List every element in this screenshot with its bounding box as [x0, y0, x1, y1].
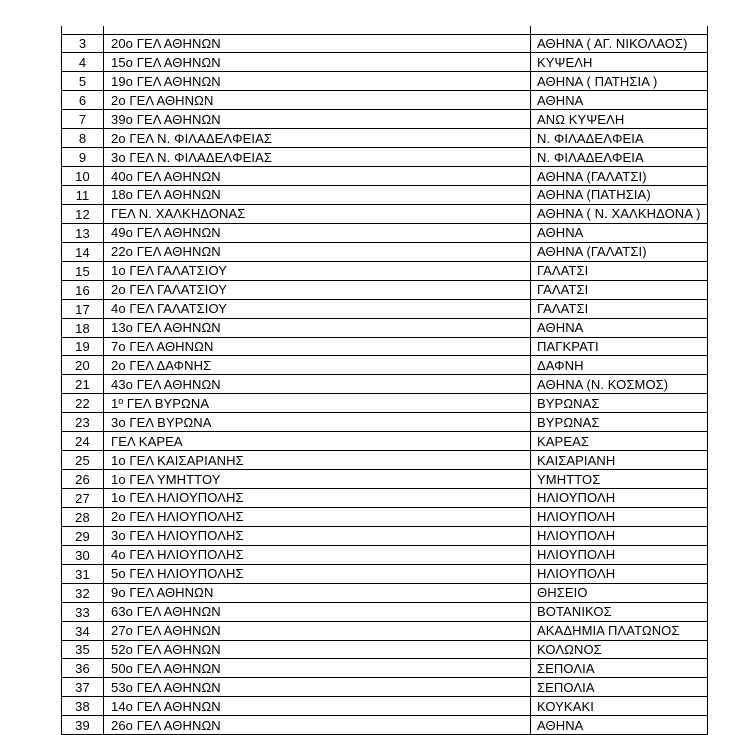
area-cell: ΠΑΓΚΡΑΤΙ — [530, 338, 708, 356]
table-row — [61, 432, 708, 451]
area-cell: Ν. ΦΙΛΑΔΕΛΦΕΙΑ — [530, 148, 708, 166]
school-name-cell: 27ο ΓΕΛ ΑΘΗΝΩΝ — [103, 622, 530, 640]
area-cell: ΑΘΗΝΑ ( ΠΑΤΗΣΙΑ ) — [530, 72, 708, 90]
area-cell: ΑΘΗΝΑ (Ν. ΚΟΣΜΟΣ) — [530, 375, 708, 393]
area-cell: ΚΑΙΣΑΡΙΑΝΗ — [530, 451, 708, 469]
row-number-cell: 31 — [61, 565, 103, 583]
row-number-cell: 11 — [61, 186, 103, 204]
table-row — [61, 622, 708, 641]
school-name-cell: 1ο ΓΕΛ ΚΑΙΣΑΡΙΑΝΗΣ — [103, 451, 530, 469]
table-row — [61, 508, 708, 527]
area-cell: ΗΛΙΟΥΠΟΛΗ — [530, 565, 708, 583]
table-row — [61, 72, 708, 91]
table-row — [61, 53, 708, 72]
area-cell: ΗΛΙΟΥΠΟΛΗ — [530, 508, 708, 526]
table-row — [61, 148, 708, 167]
table-row — [61, 603, 708, 622]
table-row — [61, 546, 708, 565]
school-name-cell: 18ο ΓΕΛ ΑΘΗΝΩΝ — [103, 186, 530, 204]
school-name-cell: 49ο ΓΕΛ ΑΘΗΝΩΝ — [103, 224, 530, 242]
row-number-cell: 22 — [61, 394, 103, 412]
clipped-row-remnant — [61, 26, 708, 35]
area-cell: ΗΛΙΟΥΠΟΛΗ — [530, 527, 708, 545]
area-cell: ΣΕΠΟΛΙΑ — [530, 678, 708, 696]
row-number-cell: 14 — [61, 243, 103, 261]
row-number-cell: 33 — [61, 603, 103, 621]
area-cell: ΑΘΗΝΑ ( ΑΓ. ΝΙΚΟΛΑΟΣ) — [530, 35, 708, 53]
school-name-cell: 3ο ΓΕΛ ΗΛΙΟΥΠΟΛΗΣ — [103, 527, 530, 545]
area-cell: ΚΑΡΕΑΣ — [530, 432, 708, 450]
table-row — [61, 35, 708, 54]
row-number-cell: 34 — [61, 622, 103, 640]
area-cell: ΑΘΗΝΑ — [530, 224, 708, 242]
area-cell: ΑΚΑΔΗΜΙΑ ΠΛΑΤΩΝΟΣ — [530, 622, 708, 640]
area-cell: ΓΑΛΑΤΣΙ — [530, 262, 708, 280]
row-number-cell: 10 — [61, 167, 103, 185]
school-name-cell: 63ο ΓΕΛ ΑΘΗΝΩΝ — [103, 603, 530, 621]
row-number-cell: 19 — [61, 338, 103, 356]
school-name-cell: 39ο ΓΕΛ ΑΘΗΝΩΝ — [103, 110, 530, 128]
row-number-cell: 27 — [61, 489, 103, 507]
area-cell: ΑΘΗΝΑ (ΓΑΛΑΤΣΙ) — [530, 167, 708, 185]
area-cell: ΑΘΗΝΑ — [530, 716, 708, 734]
school-name-cell: 22ο ΓΕΛ ΑΘΗΝΩΝ — [103, 243, 530, 261]
row-number-cell: 36 — [61, 659, 103, 677]
table-row — [61, 697, 708, 716]
row-number-cell: 4 — [61, 53, 103, 71]
row-number-cell: 39 — [61, 716, 103, 734]
row-number-cell: 28 — [61, 508, 103, 526]
row-number-cell: 21 — [61, 375, 103, 393]
area-cell: ΚΥΨΕΛΗ — [530, 53, 708, 71]
row-number-cell: 15 — [61, 262, 103, 280]
school-name-cell: 2ο ΓΕΛ ΓΑΛΑΤΣΙΟΥ — [103, 281, 530, 299]
table-row — [61, 281, 708, 300]
school-name-cell: 19ο ΓΕΛ ΑΘΗΝΩΝ — [103, 72, 530, 90]
row-number-cell: 29 — [61, 527, 103, 545]
area-cell: ΔΑΦΝΗ — [530, 356, 708, 374]
row-number-cell: 24 — [61, 432, 103, 450]
table-row — [61, 413, 708, 432]
table-row — [61, 205, 708, 224]
area-cell: ΑΘΗΝΑ (ΠΑΤΗΣΙΑ) — [530, 186, 708, 204]
row-number-cell: 3 — [61, 35, 103, 53]
area-cell: ΑΝΩ ΚΥΨΕΛΗ — [530, 110, 708, 128]
table-row — [61, 129, 708, 148]
area-cell: ΓΑΛΑΤΣΙ — [530, 281, 708, 299]
table-row — [61, 527, 708, 546]
area-cell: ΒΥΡΩΝΑΣ — [530, 413, 708, 431]
school-name-cell: 3ο ΓΕΛ Ν. ΦΙΛΑΔΕΛΦΕΙΑΣ — [103, 148, 530, 166]
school-name-cell: 1ο ΓΕΛ ΥΜΗΤΤΟΥ — [103, 470, 530, 488]
area-cell: ΗΛΙΟΥΠΟΛΗ — [530, 489, 708, 507]
area-cell: ΥΜΗΤΤΟΣ — [530, 470, 708, 488]
area-cell: Ν. ΦΙΛΑΔΕΛΦΕΙΑ — [530, 129, 708, 147]
row-number-cell — [61, 26, 103, 34]
table-row — [61, 224, 708, 243]
row-number-cell: 7 — [61, 110, 103, 128]
school-name-cell: 9ο ΓΕΛ ΑΘΗΝΩΝ — [103, 584, 530, 602]
row-number-cell: 18 — [61, 319, 103, 337]
area-cell: ΑΘΗΝΑ — [530, 91, 708, 109]
schools-table — [61, 26, 708, 735]
table-row — [61, 470, 708, 489]
school-name-cell: ΓΕΛ ΚΑΡΕΑ — [103, 432, 530, 450]
row-number-cell: 12 — [61, 205, 103, 223]
table-row — [61, 91, 708, 110]
school-name-cell: 14ο ΓΕΛ ΑΘΗΝΩΝ — [103, 697, 530, 715]
row-number-cell: 8 — [61, 129, 103, 147]
area-cell: ΑΘΗΝΑ (ΓΑΛΑΤΣΙ) — [530, 243, 708, 261]
school-name-cell: 4ο ΓΕΛ ΗΛΙΟΥΠΟΛΗΣ — [103, 546, 530, 564]
school-name-cell: 53ο ΓΕΛ ΑΘΗΝΩΝ — [103, 678, 530, 696]
row-number-cell: 30 — [61, 546, 103, 564]
school-name-cell: 40ο ΓΕΛ ΑΘΗΝΩΝ — [103, 167, 530, 185]
school-name-cell: 1ο ΓΕΛ ΗΛΙΟΥΠΟΛΗΣ — [103, 489, 530, 507]
row-number-cell: 17 — [61, 300, 103, 318]
table-row — [61, 716, 708, 735]
row-number-cell: 37 — [61, 678, 103, 696]
table-row — [61, 584, 708, 603]
area-cell: ΑΘΗΝΑ — [530, 319, 708, 337]
row-number-cell: 25 — [61, 451, 103, 469]
table-row — [61, 641, 708, 660]
table-row — [61, 356, 708, 375]
school-name-cell: 2ο ΓΕΛ Ν. ΦΙΛΑΔΕΛΦΕΙΑΣ — [103, 129, 530, 147]
school-name-cell: 15ο ΓΕΛ ΑΘΗΝΩΝ — [103, 53, 530, 71]
table-row — [61, 338, 708, 357]
school-name-cell: 13ο ΓΕΛ ΑΘΗΝΩΝ — [103, 319, 530, 337]
area-cell: ΗΛΙΟΥΠΟΛΗ — [530, 546, 708, 564]
row-number-cell: 13 — [61, 224, 103, 242]
area-cell: ΒΥΡΩΝΑΣ — [530, 394, 708, 412]
area-cell: ΒΟΤΑΝΙΚΟΣ — [530, 603, 708, 621]
school-name-cell: 20ο ΓΕΛ ΑΘΗΝΩΝ — [103, 35, 530, 53]
table-row — [61, 319, 708, 338]
school-name-cell: 52ο ΓΕΛ ΑΘΗΝΩΝ — [103, 641, 530, 659]
school-name-cell: 50ο ΓΕΛ ΑΘΗΝΩΝ — [103, 659, 530, 677]
row-number-cell: 20 — [61, 356, 103, 374]
school-name-cell: ΓΕΛ Ν. ΧΑΛΚΗΔΟΝΑΣ — [103, 205, 530, 223]
area-cell: ΚΟΛΩΝΟΣ — [530, 641, 708, 659]
school-name-cell: 5ο ΓΕΛ ΗΛΙΟΥΠΟΛΗΣ — [103, 565, 530, 583]
table-row — [61, 565, 708, 584]
area-cell: ΘΗΣΕΙΟ — [530, 584, 708, 602]
area-cell: ΑΘΗΝΑ ( Ν. ΧΑΛΚΗΔΟΝΑ ) — [530, 205, 708, 223]
table-row — [61, 489, 708, 508]
school-name-cell: 4ο ΓΕΛ ΓΑΛΑΤΣΙΟΥ — [103, 300, 530, 318]
table-row — [61, 394, 708, 413]
row-number-cell: 23 — [61, 413, 103, 431]
row-number-cell: 6 — [61, 91, 103, 109]
area-cell: ΓΑΛΑΤΣΙ — [530, 300, 708, 318]
table-row — [61, 110, 708, 129]
area-cell: ΚΟΥΚΑΚΙ — [530, 697, 708, 715]
school-name-cell: 1ο ΓΕΛ ΓΑΛΑΤΣΙΟΥ — [103, 262, 530, 280]
table-row — [61, 167, 708, 186]
table-row — [61, 262, 708, 281]
row-number-cell: 26 — [61, 470, 103, 488]
row-number-cell: 35 — [61, 641, 103, 659]
table-row — [61, 678, 708, 697]
school-name-cell: 2ο ΓΕΛ ΗΛΙΟΥΠΟΛΗΣ — [103, 508, 530, 526]
table-row — [61, 659, 708, 678]
table-row — [61, 186, 708, 205]
row-number-cell: 5 — [61, 72, 103, 90]
area-cell: ΣΕΠΟΛΙΑ — [530, 659, 708, 677]
row-number-cell: 9 — [61, 148, 103, 166]
school-name-cell: 26ο ΓΕΛ ΑΘΗΝΩΝ — [103, 716, 530, 734]
school-name-cell: 2ο ΓΕΛ ΔΑΦΝΗΣ — [103, 356, 530, 374]
table-row — [61, 375, 708, 394]
area-cell — [530, 26, 708, 34]
table-row — [61, 300, 708, 319]
row-number-cell: 38 — [61, 697, 103, 715]
school-name-cell: 3ο ΓΕΛ ΒΥΡΩΝΑ — [103, 413, 530, 431]
school-name-cell: 2ο ΓΕΛ ΑΘΗΝΩΝ — [103, 91, 530, 109]
school-name-cell: 43ο ΓΕΛ ΑΘΗΝΩΝ — [103, 375, 530, 393]
row-number-cell: 16 — [61, 281, 103, 299]
table-row — [61, 451, 708, 470]
table-row — [61, 243, 708, 262]
school-name-cell: 7ο ΓΕΛ ΑΘΗΝΩΝ — [103, 338, 530, 356]
school-name-cell — [103, 26, 530, 34]
school-name-cell: 1º ΓΕΛ ΒΥΡΩΝΑ — [103, 394, 530, 412]
row-number-cell: 32 — [61, 584, 103, 602]
